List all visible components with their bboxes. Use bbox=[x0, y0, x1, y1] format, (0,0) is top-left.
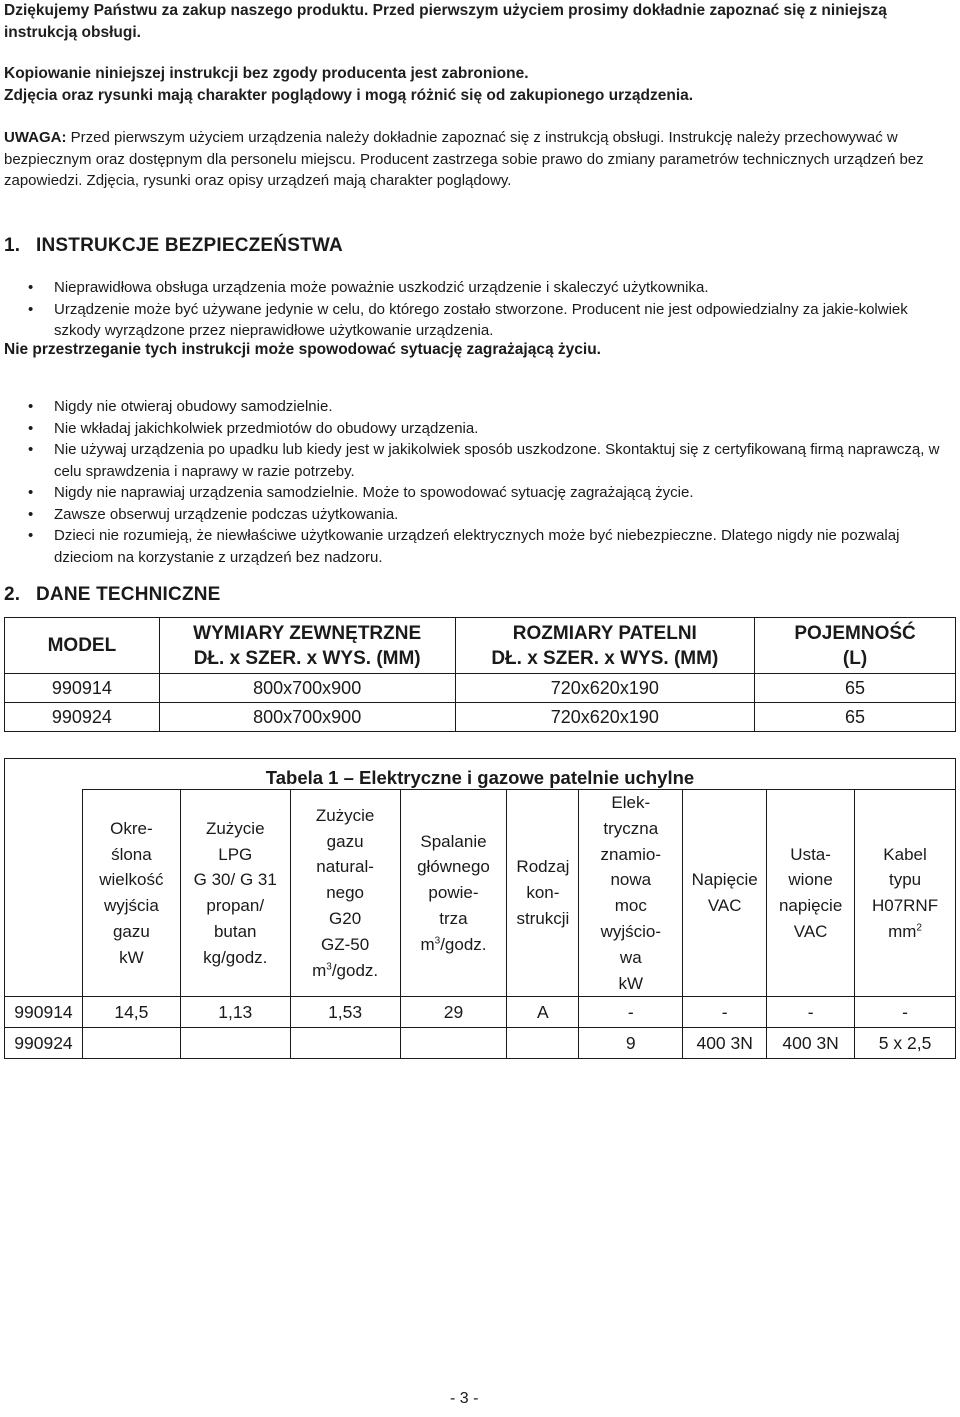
cell-value bbox=[290, 1028, 400, 1059]
cell-value bbox=[507, 1028, 579, 1059]
list-item: • Urządzenie może być używane jedynie w celu, do którego zostało stworzone. Producent nie jest odpowiedzialny za jakie-kolwiek szkody wyrządzone przez nieprawidłowe użytkowanie urządzenia. bbox=[4, 299, 949, 342]
cell-value: 5 x 2,5 bbox=[855, 1028, 956, 1059]
cell-value: 29 bbox=[400, 997, 507, 1028]
cell-model: 990914 bbox=[5, 997, 83, 1028]
table-row bbox=[5, 674, 956, 703]
safety-bullets-b bbox=[4, 396, 949, 568]
header-col-3: Zużycie gazu natural- nego G20 GZ-50 $m^3$/godz. bbox=[290, 790, 400, 997]
cell-capacity: 65 bbox=[755, 703, 956, 732]
header-col-2: Zużycie LPG G 30/ G 31 propan/ butan kg/godz. bbox=[180, 790, 290, 997]
intro-thanks: Dziękujemy Państwu za zakup naszego produktu. Przed pierwszym użyciem prosimy dokładnie zapoznać się z niniejszą instrukcją obsługi. bbox=[4, 2, 887, 41]
table-row bbox=[5, 1028, 956, 1059]
header-capacity: POJEMNOŚĆ (L) bbox=[755, 618, 956, 674]
cell-value: 400 3N bbox=[767, 1028, 855, 1059]
cell-value: - bbox=[683, 997, 767, 1028]
table-header-row bbox=[5, 790, 956, 997]
list-item: • Dzieci nie rozumieją, że niewłaściwe użytkowanie urządzeń elektrycznych może być niebezpieczne. Dlatego nigdy nie pozwalaj dzieciom na korzystanie z urządzeń bez nadzoru. bbox=[4, 525, 949, 568]
cell-capacity: 65 bbox=[755, 674, 956, 703]
section1-number: 1. bbox=[4, 235, 21, 256]
cell-value: - bbox=[579, 997, 683, 1028]
header-col-7: Napięcie VAC bbox=[683, 790, 767, 997]
table-header-row bbox=[5, 618, 956, 674]
header-col-5: Rodzaj kon- strukcji bbox=[507, 790, 579, 997]
section1-heading bbox=[4, 235, 343, 257]
list-item: • Nie używaj urządzenia po upadku lub kiedy jest w jakikolwiek sposób uszkodzone. Skontaktuj się z certyfikowaną firmą naprawczą, w celu sprawdzenia i naprawy w razie potrzeby. bbox=[4, 439, 949, 482]
cell-value: 9 bbox=[579, 1028, 683, 1059]
cell-pan: 720x620x190 bbox=[455, 703, 755, 732]
page-number: - 3 - bbox=[450, 1390, 479, 1407]
cell-value: 14,5 bbox=[82, 997, 180, 1028]
uwaga-label: UWAGA: bbox=[4, 129, 67, 146]
list-item: • Nie wkładaj jakichkolwiek przedmiotów do obudowy urządzenia. bbox=[4, 418, 949, 440]
uwaga-paragraph bbox=[4, 127, 949, 192]
table-row bbox=[5, 703, 956, 732]
cell-model: 990924 bbox=[5, 703, 160, 732]
intro-photos-note: Zdjęcia oraz rysunki mają charakter poglądowy i mogą różnić się od zakupionego urządzenia. bbox=[4, 87, 694, 104]
header-col-8: Usta- wione napięcie VAC bbox=[767, 790, 855, 997]
list-item: • Zawsze obserwuj urządzenie podczas użytkowania. bbox=[4, 504, 949, 526]
header-col-9: Kabel typu H07RNF $mm^2$ bbox=[855, 790, 956, 997]
list-item: • Nigdy nie otwieraj obudowy samodzielnie. bbox=[4, 396, 949, 418]
intro-copyright: Kopiowanie niniejszej instrukcji bez zgody producenta jest zabronione. bbox=[4, 65, 529, 82]
header-pan-dims: ROZMIARY PATELNI DŁ. x SZER. x WYS. (MM) bbox=[455, 618, 755, 674]
cell-value: 400 3N bbox=[683, 1028, 767, 1059]
safety-bullets-a bbox=[4, 277, 949, 342]
cell-value: - bbox=[767, 997, 855, 1028]
header-model: MODEL bbox=[5, 618, 160, 674]
gas-electric-table bbox=[4, 758, 956, 1059]
section2-heading bbox=[4, 584, 221, 606]
cell-value: - bbox=[855, 997, 956, 1028]
uwaga-text: Przed pierwszym użyciem urządzenia należy dokładnie zapoznać się z instrukcją obsługi. Instrukcję należy przechowywać w bezpiecznym oraz dostępnym dla personelu miejscu. Producent zastrzega sobie prawo do zmiany parametrów technicznych urządzeń bez zapowiedzi. Zdjęcia, rysunki oraz opisy urządzeń mają charakter poglądowy. bbox=[4, 129, 924, 189]
cell-value: 1,53 bbox=[290, 997, 400, 1028]
table-caption: Tabela 1 – Elektryczne i gazowe patelnie uchylne bbox=[5, 759, 956, 790]
header-outer-dims: WYMIARY ZEWNĘTRZNE DŁ. x SZER. x WYS. (MM) bbox=[159, 618, 455, 674]
header-col-4: Spalanie głównego powie- trza $m^3$/godz. bbox=[400, 790, 507, 997]
cell-value bbox=[180, 1028, 290, 1059]
cell-outer: 800x700x900 bbox=[159, 703, 455, 732]
cell-value: 1,13 bbox=[180, 997, 290, 1028]
list-item: • Nigdy nie naprawiaj urządzenia samodzielnie. Może to spowodować sytuację zagrażającą życie. bbox=[4, 482, 949, 504]
cell-model: 990924 bbox=[5, 1028, 83, 1059]
cell-value bbox=[82, 1028, 180, 1059]
tech-data-table bbox=[4, 617, 956, 732]
section1-title: INSTRUKCJE BEZPIECZEŃSTWA bbox=[36, 235, 343, 256]
cell-value bbox=[400, 1028, 507, 1059]
cell-value: A bbox=[507, 997, 579, 1028]
list-item: • Nieprawidłowa obsługa urządzenia może poważnie uszkodzić urządzenie i skaleczyć użytkownika. bbox=[4, 277, 949, 299]
header-blank bbox=[5, 790, 83, 997]
cell-pan: 720x620x190 bbox=[455, 674, 755, 703]
table-row bbox=[5, 997, 956, 1028]
section2-title: DANE TECHNICZNE bbox=[36, 584, 221, 605]
header-col-1: Okre- ślona wielkość wyjścia gazu kW bbox=[82, 790, 180, 997]
header-col-6: Elek- tryczna znamio- nowa moc wyjścio- wa kW bbox=[579, 790, 683, 997]
safety-warning: Nie przestrzeganie tych instrukcji może spowodować sytuację zagrażającą życiu. bbox=[4, 341, 601, 358]
cell-model: 990914 bbox=[5, 674, 160, 703]
cell-outer: 800x700x900 bbox=[159, 674, 455, 703]
section2-number: 2. bbox=[4, 584, 21, 605]
